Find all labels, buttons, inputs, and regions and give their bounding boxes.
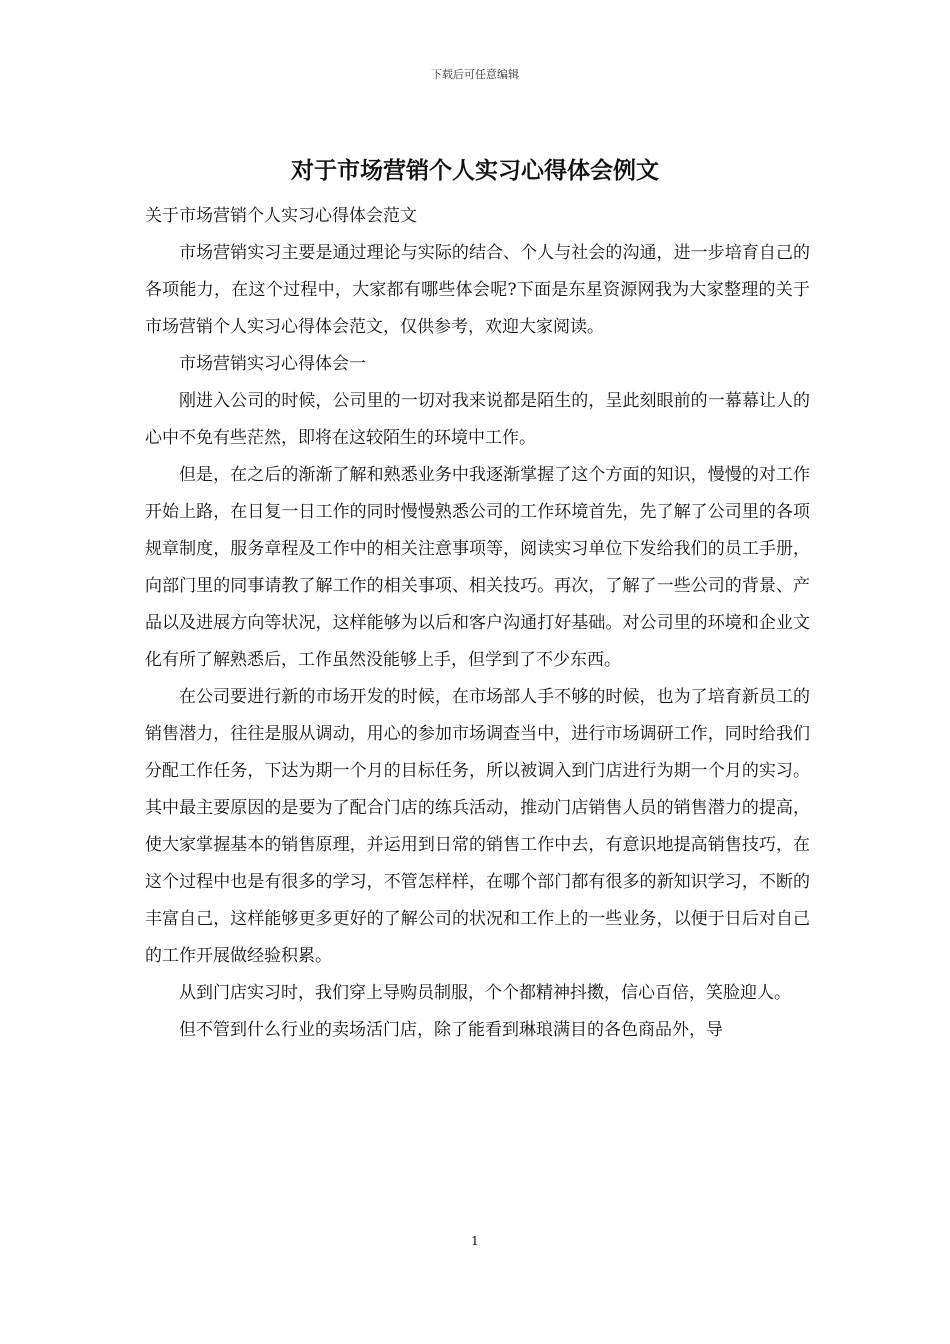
paragraph: 在公司要进行新的市场开发的时候，在市场部人手不够的时候，也为了培育新员工的销售潜力，往往是服从调动，用心的参加市场调查当中，进行市场调研工作，同时给我们分配工作任务，下达为期一个月的目标任务，所以被调入到门店进行为期一个月的实习。其中最主要原因的是要为了配合门店的练兵活动，推动门店销售人员的销售潜力的提高，使大家掌握基本的销售原理，并运用到日常的销售工作中去，有意识地提高销售技巧，在这个过程中也是有很多的学习，不管怎样样，在哪个部门都有很多的新知识学习，不断的丰富自己，这样能够更多更好的了解公司的状况和工作上的一些业务，以便于日后对自己的工作开展做经验积累。 xyxy=(145,687,810,966)
paragraph: 但不管到什么行业的卖场活门店，除了能看到琳琅满目的各色商品外，导 xyxy=(179,1020,723,1040)
paragraph: 从到门店实习时，我们穿上导购员制服，个个都精神抖擞，信心百倍，笑脸迎人。 xyxy=(179,983,791,1003)
document-title: 对于市场营销个人实习心得体会例文 xyxy=(291,157,659,184)
paragraph: 但是，在之后的渐渐了解和熟悉业务中我逐渐掌握了这个方面的知识，慢慢的对工作开始上路，在日复一日工作的同时慢慢熟悉公司的工作环境首先，先了解了公司里的各项规章制度，服务章程及工作中的相关注意事项等，阅读实习单位下发给我们的员工手册，向部门里的同事请教了解工作的相关事项、相关技巧。再次，了解了一些公司的背景、产品以及进展方向等状况，这样能够为以后和客户沟通打好基础。对公司里的环境和企业文化有所了解熟悉后，工作虽然没能够上手，但学到了不少东西。 xyxy=(145,465,810,670)
paragraph: 刚进入公司的时候，公司里的一切对我来说都是陌生的，呈此刻眼前的一幕幕让人的心中不免有些茫然，即将在这较陌生的环境中工作。 xyxy=(145,391,810,448)
header-note: 下载后可任意编辑 xyxy=(431,68,519,81)
page-number: 1 xyxy=(471,1234,479,1248)
document-body xyxy=(145,198,810,1049)
paragraph-intro: 市场营销实习主要是通过理论与实际的结合、个人与社会的沟通，进一步培育自己的各项能力，在这个过程中，大家都有哪些体会呢?下面是东星资源网我为大家整理的关于市场营销个人实习心得体会范文，仅供参考，欢迎大家阅读。 xyxy=(145,243,810,337)
section-heading: 市场营销实习心得体会一 xyxy=(179,354,366,374)
document-subtitle: 关于市场营销个人实习心得体会范文 xyxy=(145,206,417,226)
